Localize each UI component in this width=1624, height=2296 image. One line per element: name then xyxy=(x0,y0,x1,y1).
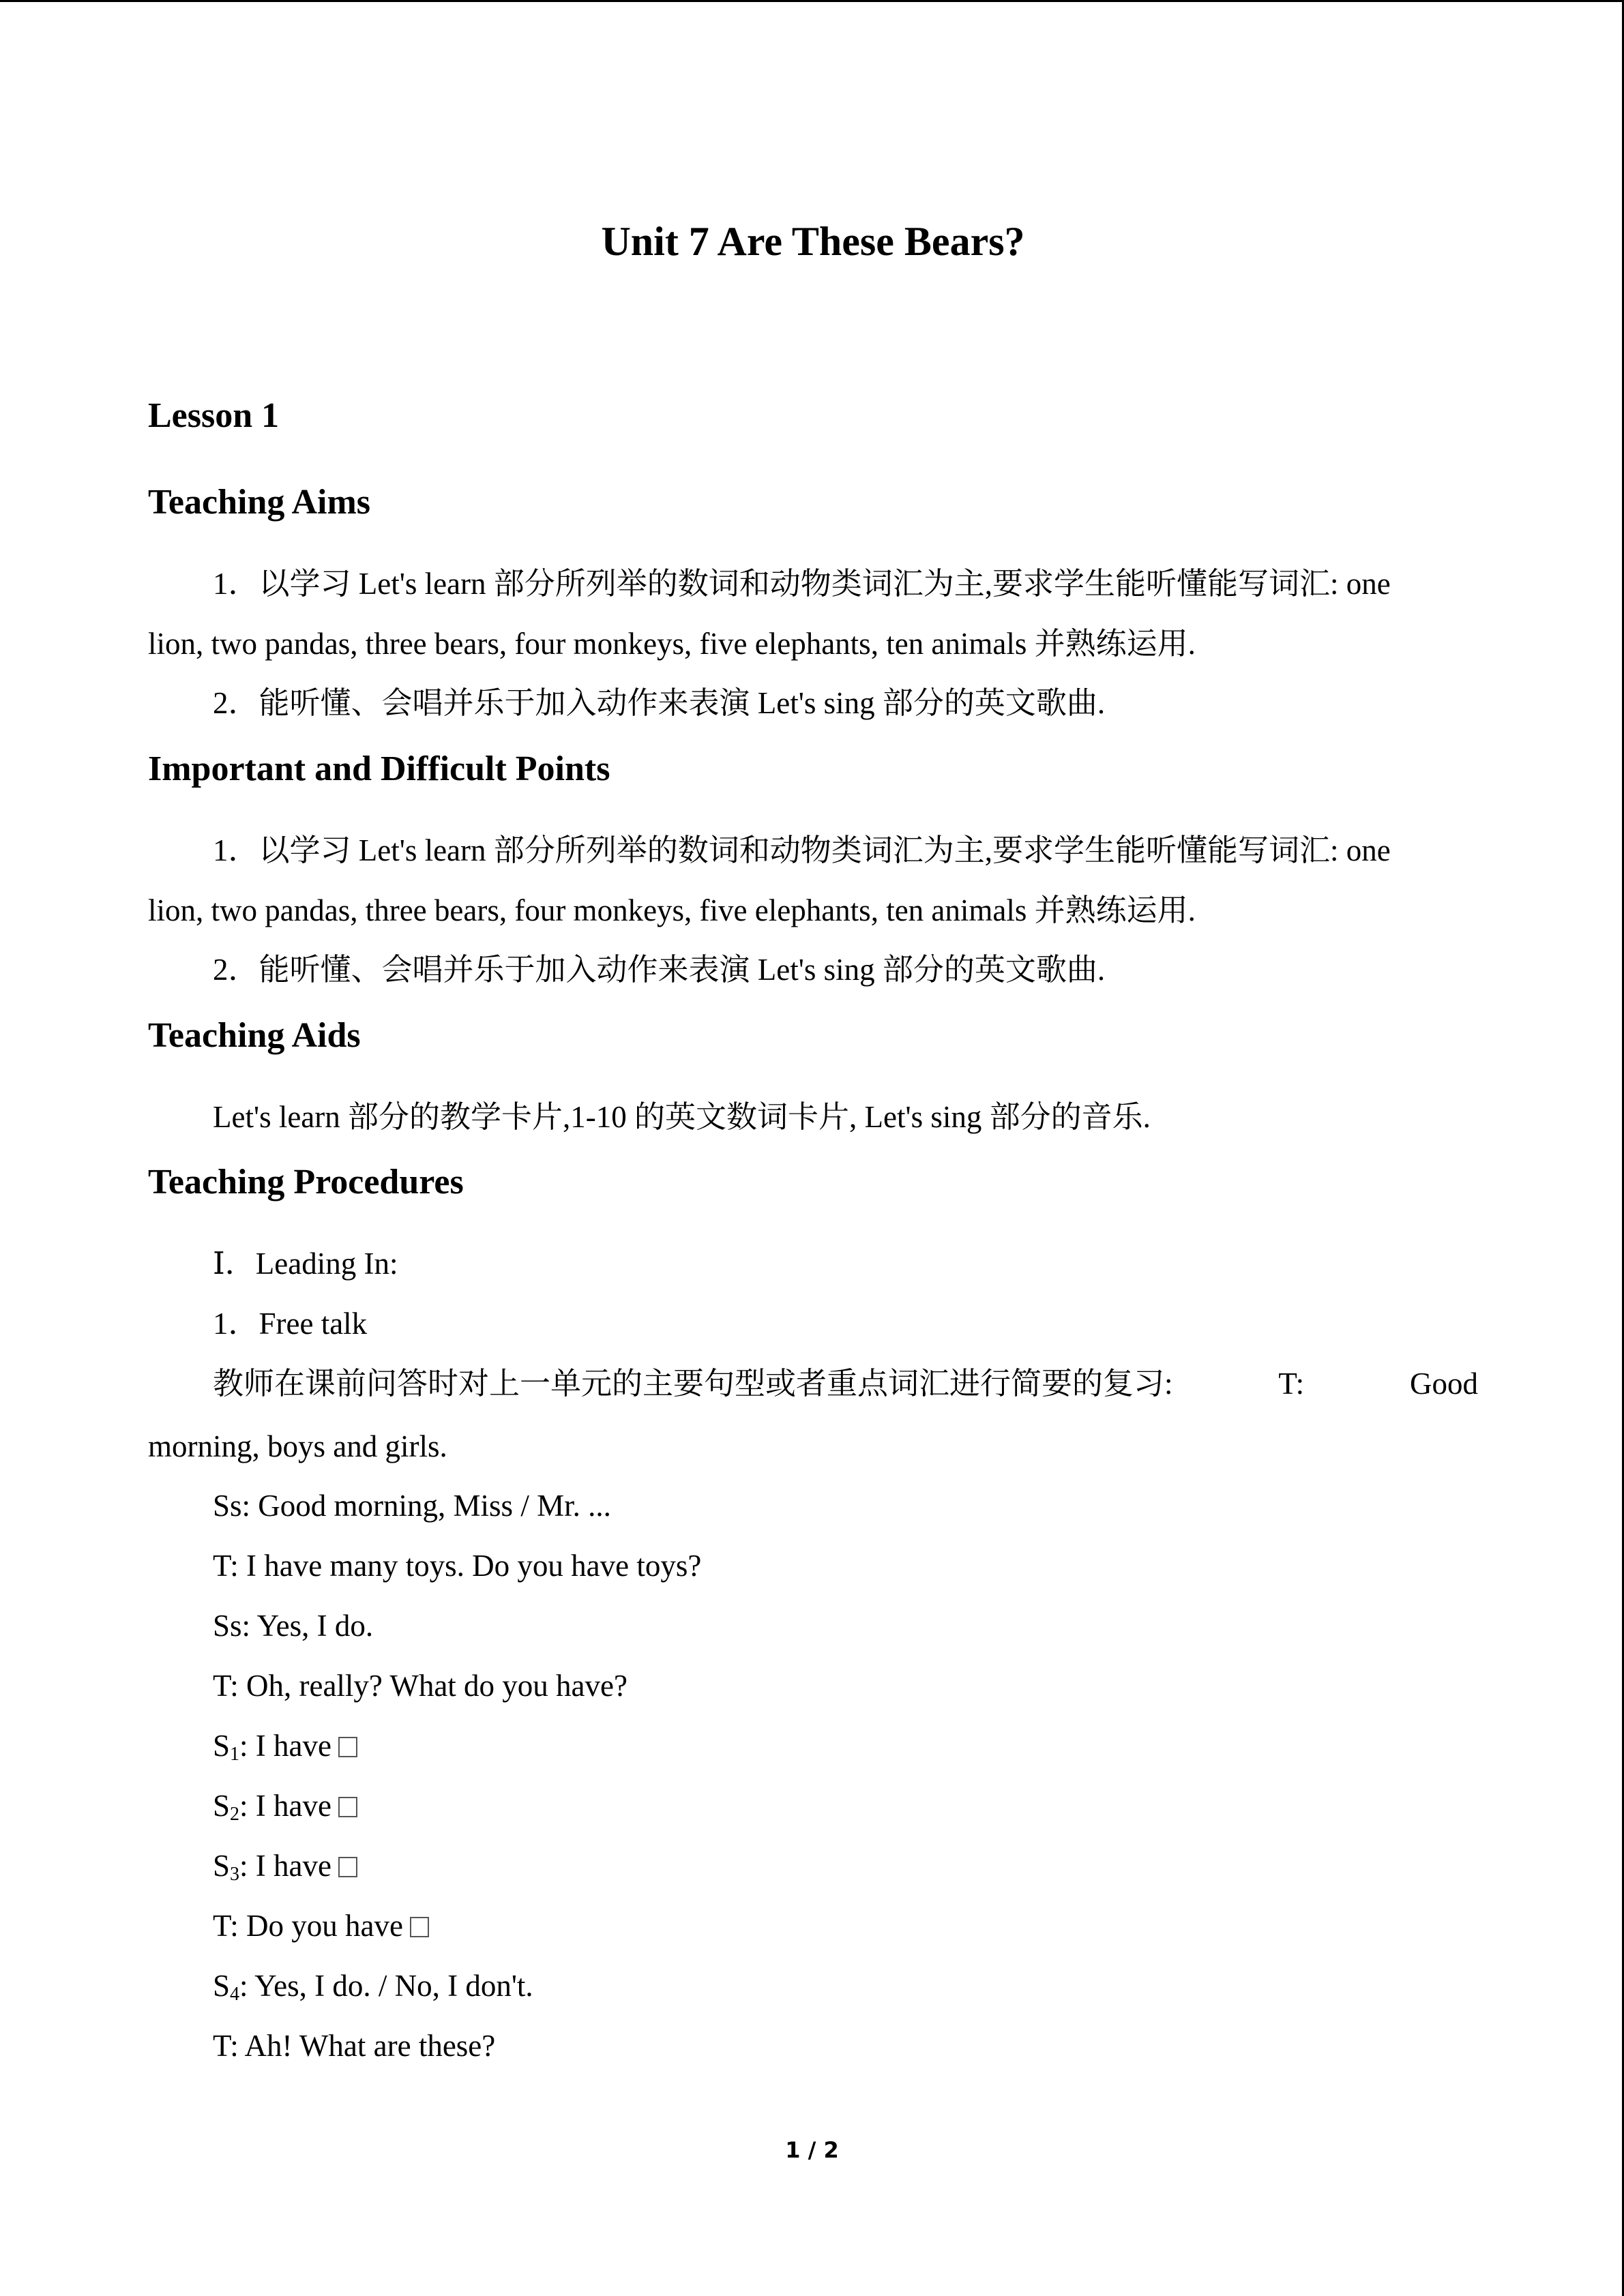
teaching-aims-heading: Teaching Aims xyxy=(148,483,371,522)
dialogue-line-s1 xyxy=(213,1725,357,1766)
dialogue-line-t-question xyxy=(213,1905,429,1946)
teaching-aids-text: Let's learn 部分的教学卡片,1-10 的英文数词卡片, Let's sing 部分的音乐. xyxy=(213,1100,1151,1134)
page-title: Unit 7 Are These Bears? xyxy=(601,219,1025,264)
speaker-label: S xyxy=(213,1729,231,1763)
dialogue-text: : I have xyxy=(239,1729,331,1763)
blank-box xyxy=(410,1917,429,1937)
important-points-item1-line1: 1．以学习 Let's learn 部分所列举的数词和动物类词汇为主,要求学生能听懂能写词汇: one xyxy=(213,833,1391,867)
procedure-intro-text: 教师在课前问答时对上一单元的主要句型或者重点词汇进行简要的复习: xyxy=(213,1367,1173,1401)
dialogue-line: T: I have many toys. Do you have toys? xyxy=(213,1549,702,1583)
teaching-procedures-heading: Teaching Procedures xyxy=(148,1163,464,1202)
dialogue-line-s2 xyxy=(213,1785,357,1826)
teaching-aims-item2: 2．能听懂、会唱并乐于加入动作来表演 Let's sing 部分的英文歌曲. xyxy=(213,686,1106,720)
teaching-aims-item1-line2: lion, two pandas, three bears, four monkeys, five elephants, ten animals 并熟练运用. xyxy=(148,627,1196,661)
important-points-item1-line2: lion, two pandas, three bears, four monkeys, five elephants, ten animals 并熟练运用. xyxy=(148,893,1196,927)
lesson-heading: Lesson 1 xyxy=(148,396,280,435)
blank-box xyxy=(338,1737,357,1757)
speaker-label: S xyxy=(213,1849,231,1883)
procedure-intro-greeting: Good xyxy=(1409,1367,1478,1401)
dialogue-text: T: Do you have xyxy=(213,1909,403,1943)
dialogue-text: : Yes, I do. / No, I don't. xyxy=(239,1969,533,2003)
procedure-intro-line1 xyxy=(213,1363,1478,1404)
teaching-aids-heading: Teaching Aids xyxy=(148,1016,361,1055)
speaker-subscript: 1 xyxy=(230,1744,240,1765)
speaker-label: S xyxy=(213,1969,231,2003)
blank-box xyxy=(338,1797,357,1817)
important-points-heading: Important and Difficult Points xyxy=(148,749,610,788)
speaker-subscript: 3 xyxy=(230,1864,240,1885)
dialogue-line-s3 xyxy=(213,1845,357,1886)
procedure-step-leading-in: Ⅰ．Leading In: xyxy=(213,1247,398,1281)
dialogue-line: Ss: Good morning, Miss / Mr. ... xyxy=(213,1489,611,1523)
teaching-aims-item1-line1: 1．以学习 Let's learn 部分所列举的数词和动物类词汇为主,要求学生能听懂能写词汇: one xyxy=(213,567,1391,601)
important-points-item2: 2．能听懂、会唱并乐于加入动作来表演 Let's sing 部分的英文歌曲. xyxy=(213,953,1106,987)
dialogue-text: : I have xyxy=(239,1789,331,1823)
speaker-subscript: 2 xyxy=(230,1804,240,1825)
dialogue-text: : I have xyxy=(239,1849,331,1883)
dialogue-line: T: Oh, really? What do you have? xyxy=(213,1669,628,1703)
procedure-intro-line2: morning, boys and girls. xyxy=(148,1429,447,1463)
page-number: 1 / 2 xyxy=(785,2137,839,2163)
procedure-intro-speaker: T: xyxy=(1278,1367,1305,1401)
blank-box xyxy=(338,1857,357,1877)
dialogue-line: Ss: Yes, I do. xyxy=(213,1609,374,1643)
speaker-subscript: 4 xyxy=(230,1984,240,2005)
speaker-label: S xyxy=(213,1789,231,1823)
dialogue-line: T: Ah! What are these? xyxy=(213,2029,496,2063)
procedure-step-free-talk: 1．Free talk xyxy=(213,1307,368,1341)
dialogue-line-s4 xyxy=(213,1965,533,2006)
